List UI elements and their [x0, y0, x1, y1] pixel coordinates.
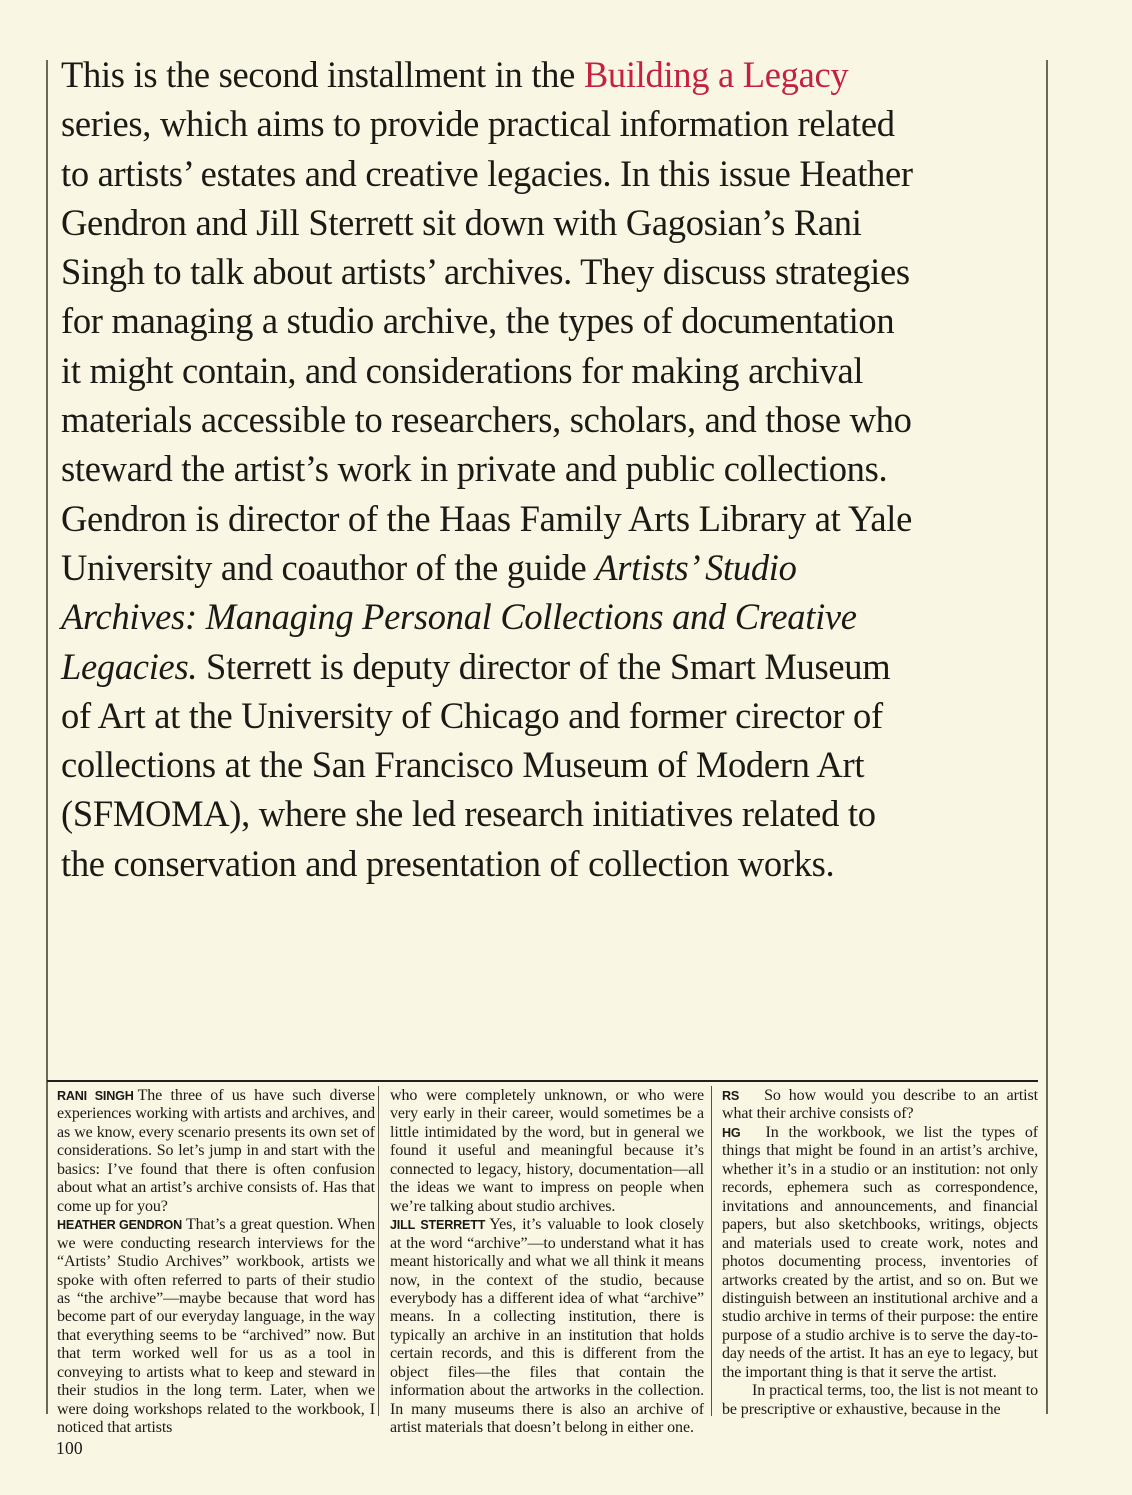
speaker-label: HG: [722, 1125, 741, 1140]
column-separator-1: [378, 1086, 379, 1416]
interview-paragraph: [390, 1216, 704, 1437]
paragraph-text: who were completely unknown, or who were very early in their career, would sometimes be a little intimidated by the word, but in general we found it useful and meaningful because it’s connected to legacy, history, documentation—all the ideas we want to impress on people when we’re talking about studio archives.: [390, 1087, 704, 1215]
intro-text-end: Sterrett is deputy director of the Smart Museum of Art at the University of Chicago and former cirector of collections at the San Francisco Museum of Modern Art (SFMOMA), where she led research initiatives related to the conservation and presentation of collection works.: [61, 645, 891, 884]
paragraph-text: So how would you describe to an artist what their archive consists of?: [722, 1087, 1038, 1123]
speaker-label: RS: [722, 1089, 740, 1103]
intro-text-middle: series, which aims to provide practical information related to artists’ estates and creative legacies. In this issue Heather Gendron and Jill Sterrett sit down with Gagosian’s Rani Singh to talk about artists’ archives. They discuss strategies for managing a studio archive, the types of documentation it might contain, and considerations for making archival materials accessible to researchers, scholars, and those who steward the artist’s work in private and public collections. Gendron is director of the Haas Family Arts Library at Yale University and coauthor of the guide: [61, 103, 913, 588]
left-vertical-rule: [46, 60, 48, 1414]
interview-paragraph: [722, 1124, 1038, 1382]
paragraph-text: In practical terms, too, the list is not meant to be prescriptive or exhaustive, because in the: [722, 1382, 1038, 1418]
interview-column-2: [390, 1087, 704, 1438]
interview-column-3: [722, 1087, 1038, 1419]
speaker-label: JILL STERRETT: [390, 1218, 486, 1233]
speaker-label: RANI SINGH: [57, 1089, 134, 1103]
interview-paragraph: [390, 1087, 704, 1216]
interview-paragraph: [57, 1216, 375, 1437]
paragraph-text: In the workbook, we list the types of things that might be found in an artist’s archive, whether it’s in a studio or an institution: not only records, ephemera such as correspondence, invitations and announcements, and financial papers, but also sketchbooks, writings, objects and materials used to create work, notes and photos documenting process, inventories of artworks created by the artist, and so on. But we distinguish between an institutional archive and a studio archive in terms of their purpose: the entire purpose of a studio archive is to serve the day-to-day needs of the artist. It has an eye to legacy, but the important thing is that it serve the artist.: [722, 1123, 1038, 1381]
speaker-label: HEATHER GENDRON: [57, 1218, 182, 1233]
paragraph-text: That’s a great question. When we were conducting research interviews for the “Artists’ Studio Archives” workbook, artists we spoke with often referred to parts of their studio as “the archive”—maybe because that word has become part of our everyday language, in the way that everything seems to be “archived” now. But that term worked well for us as a tool in conveying to artists what to keep and steward in their studios in the long term. Later, when we were doing workshops related to the workbook, I noticed that artists: [57, 1216, 375, 1437]
column-separator-2: [711, 1086, 712, 1416]
right-vertical-rule: [1046, 60, 1048, 1414]
columns-top-rule: [47, 1080, 1038, 1082]
interview-column-1: [57, 1087, 375, 1438]
book-title-italic: Artists’ Studio Archives: Managing Personal Collections and Creative Legacies.: [61, 546, 857, 687]
series-title-highlight: Building a Legacy: [583, 54, 849, 95]
page-number: 100: [56, 1438, 83, 1458]
interview-paragraph: [57, 1087, 375, 1216]
interview-paragraph: [722, 1382, 1038, 1419]
interview-paragraph: [722, 1087, 1038, 1124]
paragraph-text: The three of us have such diverse experiences working with artists and archives, and as we know, every scenario presents its own set of considerations. So let’s jump in and start with the basics: I’ve found that there is often confusion about what an artist’s archive consists of. Has that come up for you?: [57, 1087, 376, 1215]
intro-deck-paragraph: [61, 50, 921, 888]
paragraph-text: Yes, it’s valuable to look closely at the word “archive”—to understand what it has meant historically and what we all think it means now, in the context of the studio, because everybody has a different idea of what “archive” means. In a collecting institution, there is typically an archive in an institution that holds certain records, and this is different from the object files—the files that contain the information about the artworks in the collection. In many museums there is also an archive of artist materials that doesn’t belong in either one.: [390, 1216, 704, 1437]
intro-text-start: This is the second installment in the: [61, 54, 584, 95]
